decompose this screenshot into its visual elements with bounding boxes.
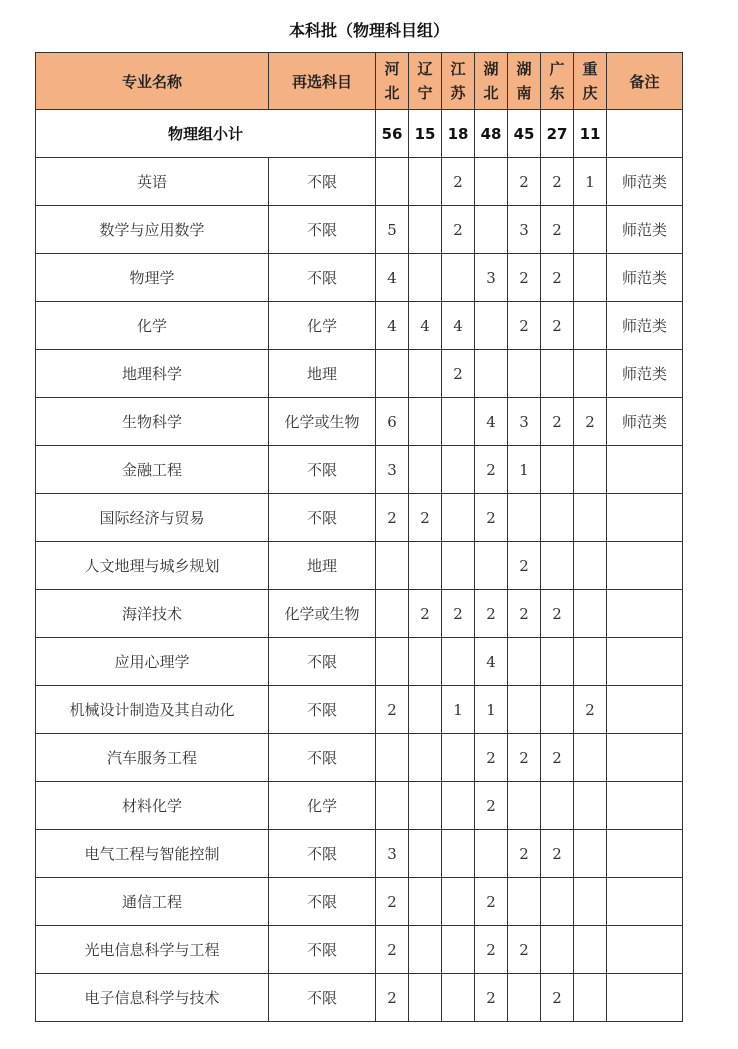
note-cell: 师范类 — [607, 206, 683, 254]
subtotal-row — [36, 110, 683, 158]
required-subject-cell: 不限 — [269, 686, 376, 734]
note-cell: 师范类 — [607, 158, 683, 206]
province-count-cell: 3 — [376, 446, 409, 494]
province-count-cell: 2 — [409, 590, 442, 638]
province-count-cell — [442, 830, 475, 878]
province-count-cell — [574, 302, 607, 350]
province-count-cell: 2 — [442, 158, 475, 206]
province-count-cell: 3 — [508, 398, 541, 446]
header-province: 重 庆 — [574, 53, 607, 110]
province-count-cell — [574, 206, 607, 254]
province-count-cell — [376, 542, 409, 590]
required-subject-cell: 化学 — [269, 782, 376, 830]
province-count-cell: 2 — [475, 878, 508, 926]
province-count-cell: 2 — [475, 734, 508, 782]
province-count-cell — [508, 974, 541, 1022]
table-row — [36, 734, 683, 782]
note-cell — [607, 830, 683, 878]
subtotal-value: 11 — [574, 110, 607, 158]
province-count-cell — [574, 830, 607, 878]
province-count-cell: 2 — [475, 494, 508, 542]
required-subject-cell: 不限 — [269, 254, 376, 302]
header-province: 河 北 — [376, 53, 409, 110]
table-row — [36, 254, 683, 302]
note-cell — [607, 590, 683, 638]
province-count-cell: 1 — [574, 158, 607, 206]
header-subject: 再选科目 — [269, 53, 376, 110]
province-count-cell — [475, 830, 508, 878]
table-row — [36, 830, 683, 878]
province-count-cell — [409, 638, 442, 686]
major-name-cell: 应用心理学 — [36, 638, 269, 686]
province-count-cell — [409, 350, 442, 398]
province-count-cell — [574, 494, 607, 542]
required-subject-cell: 不限 — [269, 638, 376, 686]
note-cell — [607, 446, 683, 494]
subtotal-value: 15 — [409, 110, 442, 158]
subtotal-note — [607, 110, 683, 158]
subtotal-value: 45 — [508, 110, 541, 158]
province-count-cell — [409, 734, 442, 782]
province-count-cell: 4 — [376, 302, 409, 350]
major-name-cell: 电气工程与智能控制 — [36, 830, 269, 878]
major-name-cell: 金融工程 — [36, 446, 269, 494]
table-row — [36, 350, 683, 398]
province-count-cell — [376, 350, 409, 398]
major-name-cell: 海洋技术 — [36, 590, 269, 638]
province-count-cell: 1 — [475, 686, 508, 734]
note-cell — [607, 638, 683, 686]
province-count-cell: 2 — [508, 158, 541, 206]
province-count-cell: 2 — [574, 686, 607, 734]
province-count-cell — [376, 638, 409, 686]
header-province: 湖 北 — [475, 53, 508, 110]
province-count-cell: 4 — [442, 302, 475, 350]
province-count-cell: 2 — [541, 398, 574, 446]
province-count-cell: 2 — [508, 926, 541, 974]
province-count-cell — [376, 782, 409, 830]
province-count-cell: 4 — [475, 398, 508, 446]
province-count-cell — [574, 350, 607, 398]
province-count-cell: 2 — [475, 926, 508, 974]
province-count-cell — [508, 638, 541, 686]
province-count-cell: 2 — [508, 542, 541, 590]
province-count-cell — [409, 782, 442, 830]
table-row — [36, 542, 683, 590]
province-count-cell: 2 — [376, 686, 409, 734]
province-count-cell: 2 — [442, 206, 475, 254]
province-count-cell — [475, 158, 508, 206]
province-count-cell — [574, 542, 607, 590]
province-count-cell: 2 — [541, 158, 574, 206]
province-count-cell — [409, 542, 442, 590]
header-province: 江 苏 — [442, 53, 475, 110]
province-count-cell — [574, 782, 607, 830]
province-count-cell: 4 — [475, 638, 508, 686]
required-subject-cell: 不限 — [269, 830, 376, 878]
major-name-cell: 化学 — [36, 302, 269, 350]
major-name-cell: 英语 — [36, 158, 269, 206]
required-subject-cell: 化学 — [269, 302, 376, 350]
province-count-cell — [409, 206, 442, 254]
note-cell — [607, 974, 683, 1022]
province-count-cell — [574, 446, 607, 494]
table-row — [36, 878, 683, 926]
major-name-cell: 地理科学 — [36, 350, 269, 398]
note-cell: 师范类 — [607, 398, 683, 446]
major-name-cell: 电子信息科学与技术 — [36, 974, 269, 1022]
province-count-cell — [541, 350, 574, 398]
table-row — [36, 926, 683, 974]
province-count-cell — [442, 734, 475, 782]
note-cell: 师范类 — [607, 302, 683, 350]
major-name-cell: 光电信息科学与工程 — [36, 926, 269, 974]
required-subject-cell: 不限 — [269, 926, 376, 974]
province-count-cell: 2 — [475, 974, 508, 1022]
province-count-cell — [475, 542, 508, 590]
note-cell — [607, 734, 683, 782]
province-count-cell: 2 — [409, 494, 442, 542]
table-header-row — [36, 53, 683, 110]
province-count-cell: 2 — [508, 830, 541, 878]
province-count-cell — [574, 590, 607, 638]
header-province: 辽 宁 — [409, 53, 442, 110]
province-count-cell — [508, 878, 541, 926]
subtotal-value: 18 — [442, 110, 475, 158]
province-count-cell: 2 — [508, 590, 541, 638]
table-row — [36, 302, 683, 350]
note-cell — [607, 542, 683, 590]
province-count-cell — [508, 782, 541, 830]
province-count-cell — [541, 926, 574, 974]
province-count-cell — [409, 974, 442, 1022]
major-name-cell: 通信工程 — [36, 878, 269, 926]
province-count-cell: 2 — [376, 494, 409, 542]
province-count-cell — [442, 974, 475, 1022]
province-count-cell — [409, 158, 442, 206]
province-count-cell: 2 — [541, 590, 574, 638]
province-count-cell: 4 — [376, 254, 409, 302]
province-count-cell: 2 — [574, 398, 607, 446]
province-count-cell: 6 — [376, 398, 409, 446]
province-count-cell — [574, 926, 607, 974]
required-subject-cell: 不限 — [269, 206, 376, 254]
province-count-cell: 2 — [442, 590, 475, 638]
major-name-cell: 数学与应用数学 — [36, 206, 269, 254]
province-count-cell — [409, 926, 442, 974]
province-count-cell: 2 — [541, 974, 574, 1022]
province-count-cell — [409, 686, 442, 734]
province-count-cell — [442, 782, 475, 830]
province-count-cell — [409, 254, 442, 302]
province-count-cell — [376, 158, 409, 206]
major-name-cell: 材料化学 — [36, 782, 269, 830]
province-count-cell — [409, 446, 442, 494]
province-count-cell — [409, 830, 442, 878]
province-count-cell: 2 — [541, 734, 574, 782]
province-count-cell — [442, 638, 475, 686]
province-count-cell: 3 — [475, 254, 508, 302]
province-count-cell — [409, 398, 442, 446]
province-count-cell: 5 — [376, 206, 409, 254]
province-count-cell — [574, 254, 607, 302]
subtotal-value: 56 — [376, 110, 409, 158]
province-count-cell — [442, 254, 475, 302]
province-count-cell — [541, 782, 574, 830]
header-province: 广 东 — [541, 53, 574, 110]
required-subject-cell: 不限 — [269, 494, 376, 542]
subtotal-value: 27 — [541, 110, 574, 158]
required-subject-cell: 不限 — [269, 158, 376, 206]
province-count-cell: 2 — [541, 254, 574, 302]
required-subject-cell: 不限 — [269, 446, 376, 494]
province-count-cell — [376, 734, 409, 782]
province-count-cell — [442, 878, 475, 926]
province-count-cell — [574, 638, 607, 686]
province-count-cell: 2 — [508, 302, 541, 350]
province-count-cell — [442, 398, 475, 446]
province-count-cell — [442, 926, 475, 974]
major-name-cell: 生物科学 — [36, 398, 269, 446]
province-count-cell — [541, 638, 574, 686]
required-subject-cell: 不限 — [269, 734, 376, 782]
province-count-cell — [475, 350, 508, 398]
province-count-cell: 2 — [376, 974, 409, 1022]
province-count-cell: 2 — [508, 254, 541, 302]
subtotal-value: 48 — [475, 110, 508, 158]
province-count-cell — [541, 686, 574, 734]
note-cell — [607, 686, 683, 734]
table-row — [36, 590, 683, 638]
note-cell: 师范类 — [607, 350, 683, 398]
required-subject-cell: 化学或生物 — [269, 398, 376, 446]
province-count-cell — [376, 590, 409, 638]
major-name-cell: 物理学 — [36, 254, 269, 302]
enrollment-plan-table — [35, 52, 683, 1022]
major-name-cell: 机械设计制造及其自动化 — [36, 686, 269, 734]
province-count-cell: 2 — [475, 782, 508, 830]
province-count-cell: 2 — [508, 734, 541, 782]
note-cell — [607, 878, 683, 926]
province-count-cell — [508, 350, 541, 398]
table-row — [36, 494, 683, 542]
header-note: 备注 — [607, 53, 683, 110]
province-count-cell — [442, 446, 475, 494]
province-count-cell — [541, 494, 574, 542]
province-count-cell — [475, 206, 508, 254]
province-count-cell — [508, 686, 541, 734]
required-subject-cell: 不限 — [269, 878, 376, 926]
province-count-cell: 2 — [475, 446, 508, 494]
page-title: 本科批（物理科目组） — [288, 21, 449, 40]
note-cell: 师范类 — [607, 254, 683, 302]
table-row — [36, 206, 683, 254]
required-subject-cell: 地理 — [269, 350, 376, 398]
table-row — [36, 686, 683, 734]
province-count-cell: 2 — [376, 926, 409, 974]
major-name-cell: 人文地理与城乡规划 — [36, 542, 269, 590]
required-subject-cell: 不限 — [269, 974, 376, 1022]
table-row — [36, 974, 683, 1022]
province-count-cell — [508, 494, 541, 542]
table-row — [36, 446, 683, 494]
province-count-cell — [442, 494, 475, 542]
province-count-cell: 1 — [508, 446, 541, 494]
table-row — [36, 638, 683, 686]
province-count-cell: 3 — [508, 206, 541, 254]
province-count-cell: 2 — [442, 350, 475, 398]
province-count-cell: 2 — [475, 590, 508, 638]
table-row — [36, 782, 683, 830]
province-count-cell: 2 — [376, 878, 409, 926]
table-row — [36, 398, 683, 446]
note-cell — [607, 494, 683, 542]
header-province: 湖 南 — [508, 53, 541, 110]
province-count-cell: 1 — [442, 686, 475, 734]
province-count-cell — [541, 878, 574, 926]
note-cell — [607, 926, 683, 974]
province-count-cell: 2 — [541, 830, 574, 878]
province-count-cell — [541, 446, 574, 494]
province-count-cell: 2 — [541, 206, 574, 254]
province-count-cell: 2 — [541, 302, 574, 350]
province-count-cell — [475, 302, 508, 350]
province-count-cell: 3 — [376, 830, 409, 878]
table-row — [36, 158, 683, 206]
province-count-cell — [409, 878, 442, 926]
subtotal-label: 物理组小计 — [36, 110, 376, 158]
province-count-cell — [541, 542, 574, 590]
province-count-cell — [574, 878, 607, 926]
major-name-cell: 国际经济与贸易 — [36, 494, 269, 542]
required-subject-cell: 地理 — [269, 542, 376, 590]
province-count-cell — [574, 734, 607, 782]
required-subject-cell: 化学或生物 — [269, 590, 376, 638]
note-cell — [607, 782, 683, 830]
major-name-cell: 汽车服务工程 — [36, 734, 269, 782]
province-count-cell — [574, 974, 607, 1022]
province-count-cell: 4 — [409, 302, 442, 350]
province-count-cell — [442, 542, 475, 590]
header-major: 专业名称 — [36, 53, 269, 110]
